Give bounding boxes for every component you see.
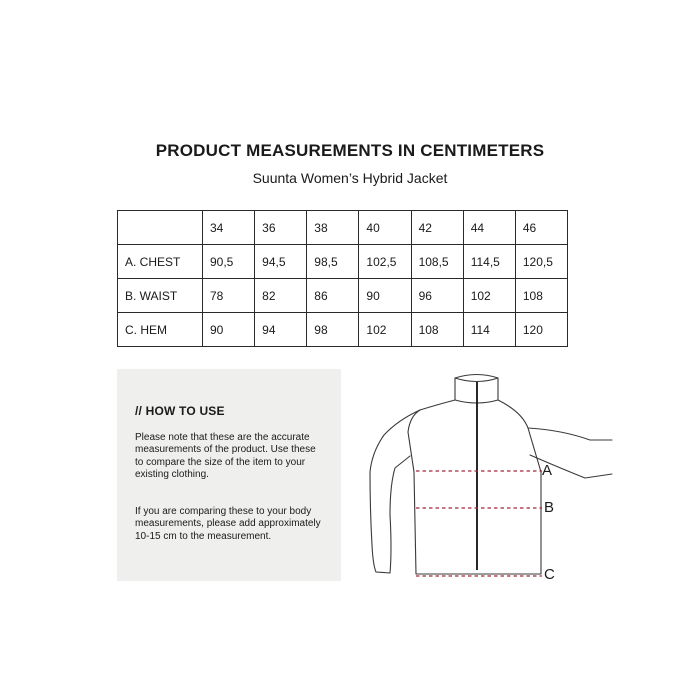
waist-label: B — [544, 499, 555, 516]
table-row — [118, 245, 568, 279]
table-corner-cell — [118, 211, 203, 245]
page-title: PRODUCT MEASUREMENTS IN CENTIMETERS — [155, 141, 545, 160]
table-row — [118, 279, 568, 313]
table-cell: 102,5 — [359, 245, 411, 279]
table-cell: 114 — [463, 313, 515, 347]
size-header: 40 — [359, 211, 411, 245]
size-header: 44 — [463, 211, 515, 245]
table-cell: 82 — [255, 279, 307, 313]
row-label: A. CHEST — [118, 245, 203, 279]
table-cell: 108 — [515, 279, 567, 313]
size-header: 46 — [515, 211, 567, 245]
table-cell: 102 — [359, 313, 411, 347]
size-table — [117, 210, 568, 347]
table-cell: 114,5 — [463, 245, 515, 279]
left-sleeve-outline — [370, 410, 420, 573]
size-header: 34 — [203, 211, 255, 245]
hem-label: C — [544, 566, 555, 583]
row-label: B. WAIST — [118, 279, 203, 313]
row-label: C. HEM — [118, 313, 203, 347]
table-cell: 102 — [463, 279, 515, 313]
jacket-outline-illustration — [350, 360, 620, 595]
product-name: Suunta Women’s Hybrid Jacket — [252, 170, 448, 186]
how-to-use-heading: // HOW TO USE — [135, 404, 225, 418]
table-row — [118, 313, 568, 347]
table-cell: 94,5 — [255, 245, 307, 279]
jacket-diagram — [350, 360, 620, 595]
table-cell: 120 — [515, 313, 567, 347]
collar-fold — [455, 378, 498, 382]
table-cell: 86 — [307, 279, 359, 313]
right-sleeve-upper — [528, 428, 612, 440]
how-to-use-note: Please note that these are the accurate measurements of the product. Use these to compare the size of the item to your existing clothing. — [135, 432, 316, 480]
table-cell: 94 — [255, 313, 307, 347]
table-cell: 98 — [307, 313, 359, 347]
table-cell: 98,5 — [307, 245, 359, 279]
jacket-body-outline — [408, 400, 541, 574]
table-cell: 90 — [203, 313, 255, 347]
size-header: 36 — [255, 211, 307, 245]
chest-label: A — [542, 462, 553, 479]
how-to-use-panel — [117, 369, 341, 581]
how-to-use-body-tip: If you are comparing these to your body measurements, please add approximately 10-15 cm to the measurement. — [135, 506, 321, 542]
table-header-row — [118, 211, 568, 245]
size-header: 38 — [307, 211, 359, 245]
table-cell: 108,5 — [411, 245, 463, 279]
table-cell: 90,5 — [203, 245, 255, 279]
size-header: 42 — [411, 211, 463, 245]
table-cell: 120,5 — [515, 245, 567, 279]
table-cell: 78 — [203, 279, 255, 313]
table-cell: 108 — [411, 313, 463, 347]
table-cell: 90 — [359, 279, 411, 313]
table-cell: 96 — [411, 279, 463, 313]
